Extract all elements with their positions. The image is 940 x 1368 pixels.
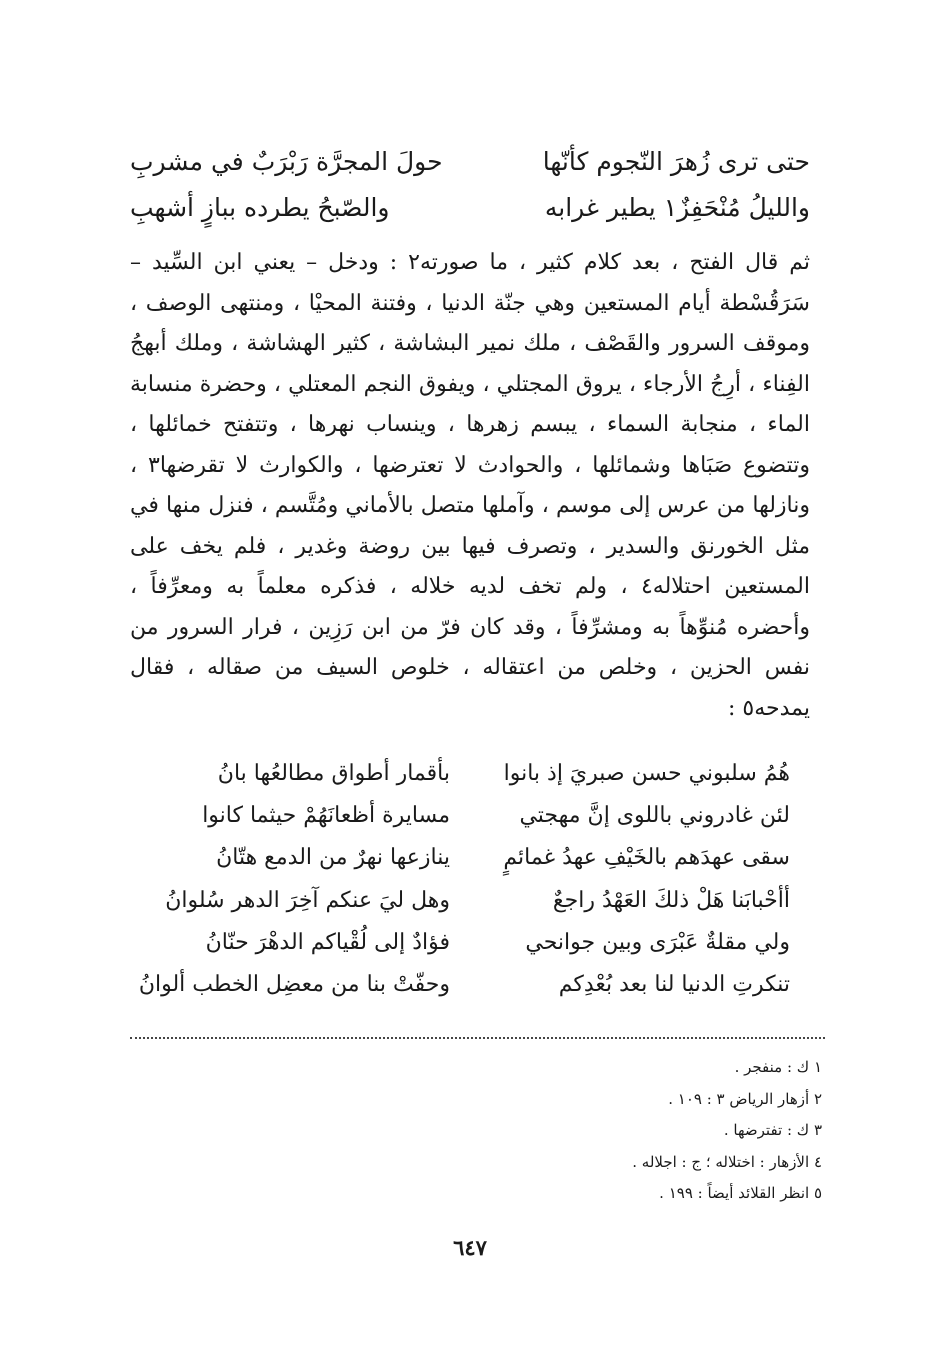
prose-passage bbox=[130, 243, 810, 729]
verse-second-hemistich: والصّبحُ يطرده ببازٍ أشهبِ bbox=[130, 192, 390, 222]
poem-first-hemistich: تنكرتِ الدنيا لنا بعد بُعْدِكم bbox=[558, 972, 790, 998]
poem-line bbox=[150, 794, 790, 836]
poem-line bbox=[150, 879, 790, 921]
prose-paragraph: ثم قال الفتح ، بعد كلام كثير ، ما صورته٢ : ودخل – يعني ابن السِّيد – سَرَقُسْطة أيام المستعين وهي جنّة الدنيا ، وفتنة المحيْا ، ومنتهى الوصف ، وموقف السرور والقَصْف ، ملك نمير البشاشة ، كثير الهشاشة ، وملك أبهجُ الفِناء ، أرِجُ الأرجاء ، يروق المجتلي ، ويفوق النجم المعتلي ، وحضرة منسابة الماء ، منجابة السماء ، يبسم زهرها ، وينساب نهرها ، وتتفتح خمائلها ، وتتضوع صَبَاها وشمائلها ، والحوادث لا تعترضها ، والكوارث لا تقرضها٣ ، ونازلها من عرس إلى موسم ، وآملها متصل بالأماني ومُتَّسم ، فنزل منها في مثل الخورنق والسدير ، وتصرف فيها بين روضة وغدير ، فلم يخف على المستعين احتلاله٤ ، ولم تخف لديه خلاله ، فذكره معلماً به ومعرِّفاً ، وأحضره مُنوِّهاً به ومشرِّفاً ، وقد كان فرّ من ابن رَزِين ، فرار السرور من نفس الحزين ، وخلص من اعتقاله ، خلوص السيف من صقاله ، فقال يمدحه٥ : bbox=[130, 250, 810, 721]
poem-second-hemistich: وحفّتْ بنا من معضِل الخطب ألوانُ bbox=[138, 972, 450, 998]
poem-first-hemistich: سقى عهدَهم بالخَيْفِ عهدُ غمائمٍ bbox=[503, 845, 790, 871]
poem-first-hemistich: هُمُ سلبوني حسن صبريَ إذ بانوا bbox=[503, 760, 790, 786]
poem-line bbox=[150, 921, 790, 963]
footnote: ٣ ك : تفترضها . bbox=[723, 1121, 822, 1139]
poem-first-hemistich: لئن غادروني باللوى إنَّ مهجتي bbox=[519, 802, 790, 828]
verse-second-hemistich: حولَ المجرَّة رَبْرَبٌ في مشربِ bbox=[130, 146, 443, 176]
verse-first-hemistich: حتى ترى زُهرَ النّجوم كأنّها bbox=[542, 146, 810, 176]
poem-second-hemistich: ينازعها نهرٌ من الدمع هتّانُ bbox=[216, 845, 450, 871]
poem-first-hemistich: ولي مقلةٌ عَبْرَى وبين جوانحي bbox=[525, 929, 790, 955]
verse-first-hemistich: والليلُ مُنْحَفِزٌ١ يطير غرابه bbox=[544, 192, 810, 222]
verse-line bbox=[130, 184, 810, 230]
opening-verses bbox=[130, 138, 810, 230]
poem-second-hemistich: فؤادٌ إلى لُقْياكم الدهْرَ حنّانُ bbox=[205, 929, 450, 955]
footnote-divider bbox=[130, 1037, 825, 1039]
footnote: ٥ انظر القلائد أيضاً : ١٩٩ . bbox=[659, 1184, 822, 1202]
poem-second-hemistich: مسايرة أظعانَهُمْ حيثما كانوا bbox=[202, 802, 450, 828]
poem bbox=[138, 752, 790, 1006]
poem-second-hemistich: بأقمار أطواق مطالعُها بانُ bbox=[217, 760, 450, 786]
footnote: ١ ك : منفجر . bbox=[734, 1058, 822, 1076]
footnote: ٢ أزهار الرياض ٣ : ١٠٩ . bbox=[668, 1089, 822, 1108]
poem-first-hemistich: أأحْبابَنا هَلْ ذلكَ العَهْدُ راجعٌ bbox=[552, 887, 790, 913]
poem-second-hemistich: وهل ليَ عنكم آخِرَ الدهر سُلوانُ bbox=[165, 887, 450, 913]
footnotes bbox=[222, 1052, 822, 1210]
footnote: ٤ الأزهار : اختلاله ؛ ج : اجلاله . bbox=[632, 1152, 822, 1171]
verse-line bbox=[130, 138, 810, 184]
poem-line bbox=[150, 837, 790, 879]
poem-line bbox=[150, 752, 790, 794]
page-number: ٦٤٧ bbox=[453, 1235, 487, 1260]
poem-line bbox=[138, 963, 790, 1005]
